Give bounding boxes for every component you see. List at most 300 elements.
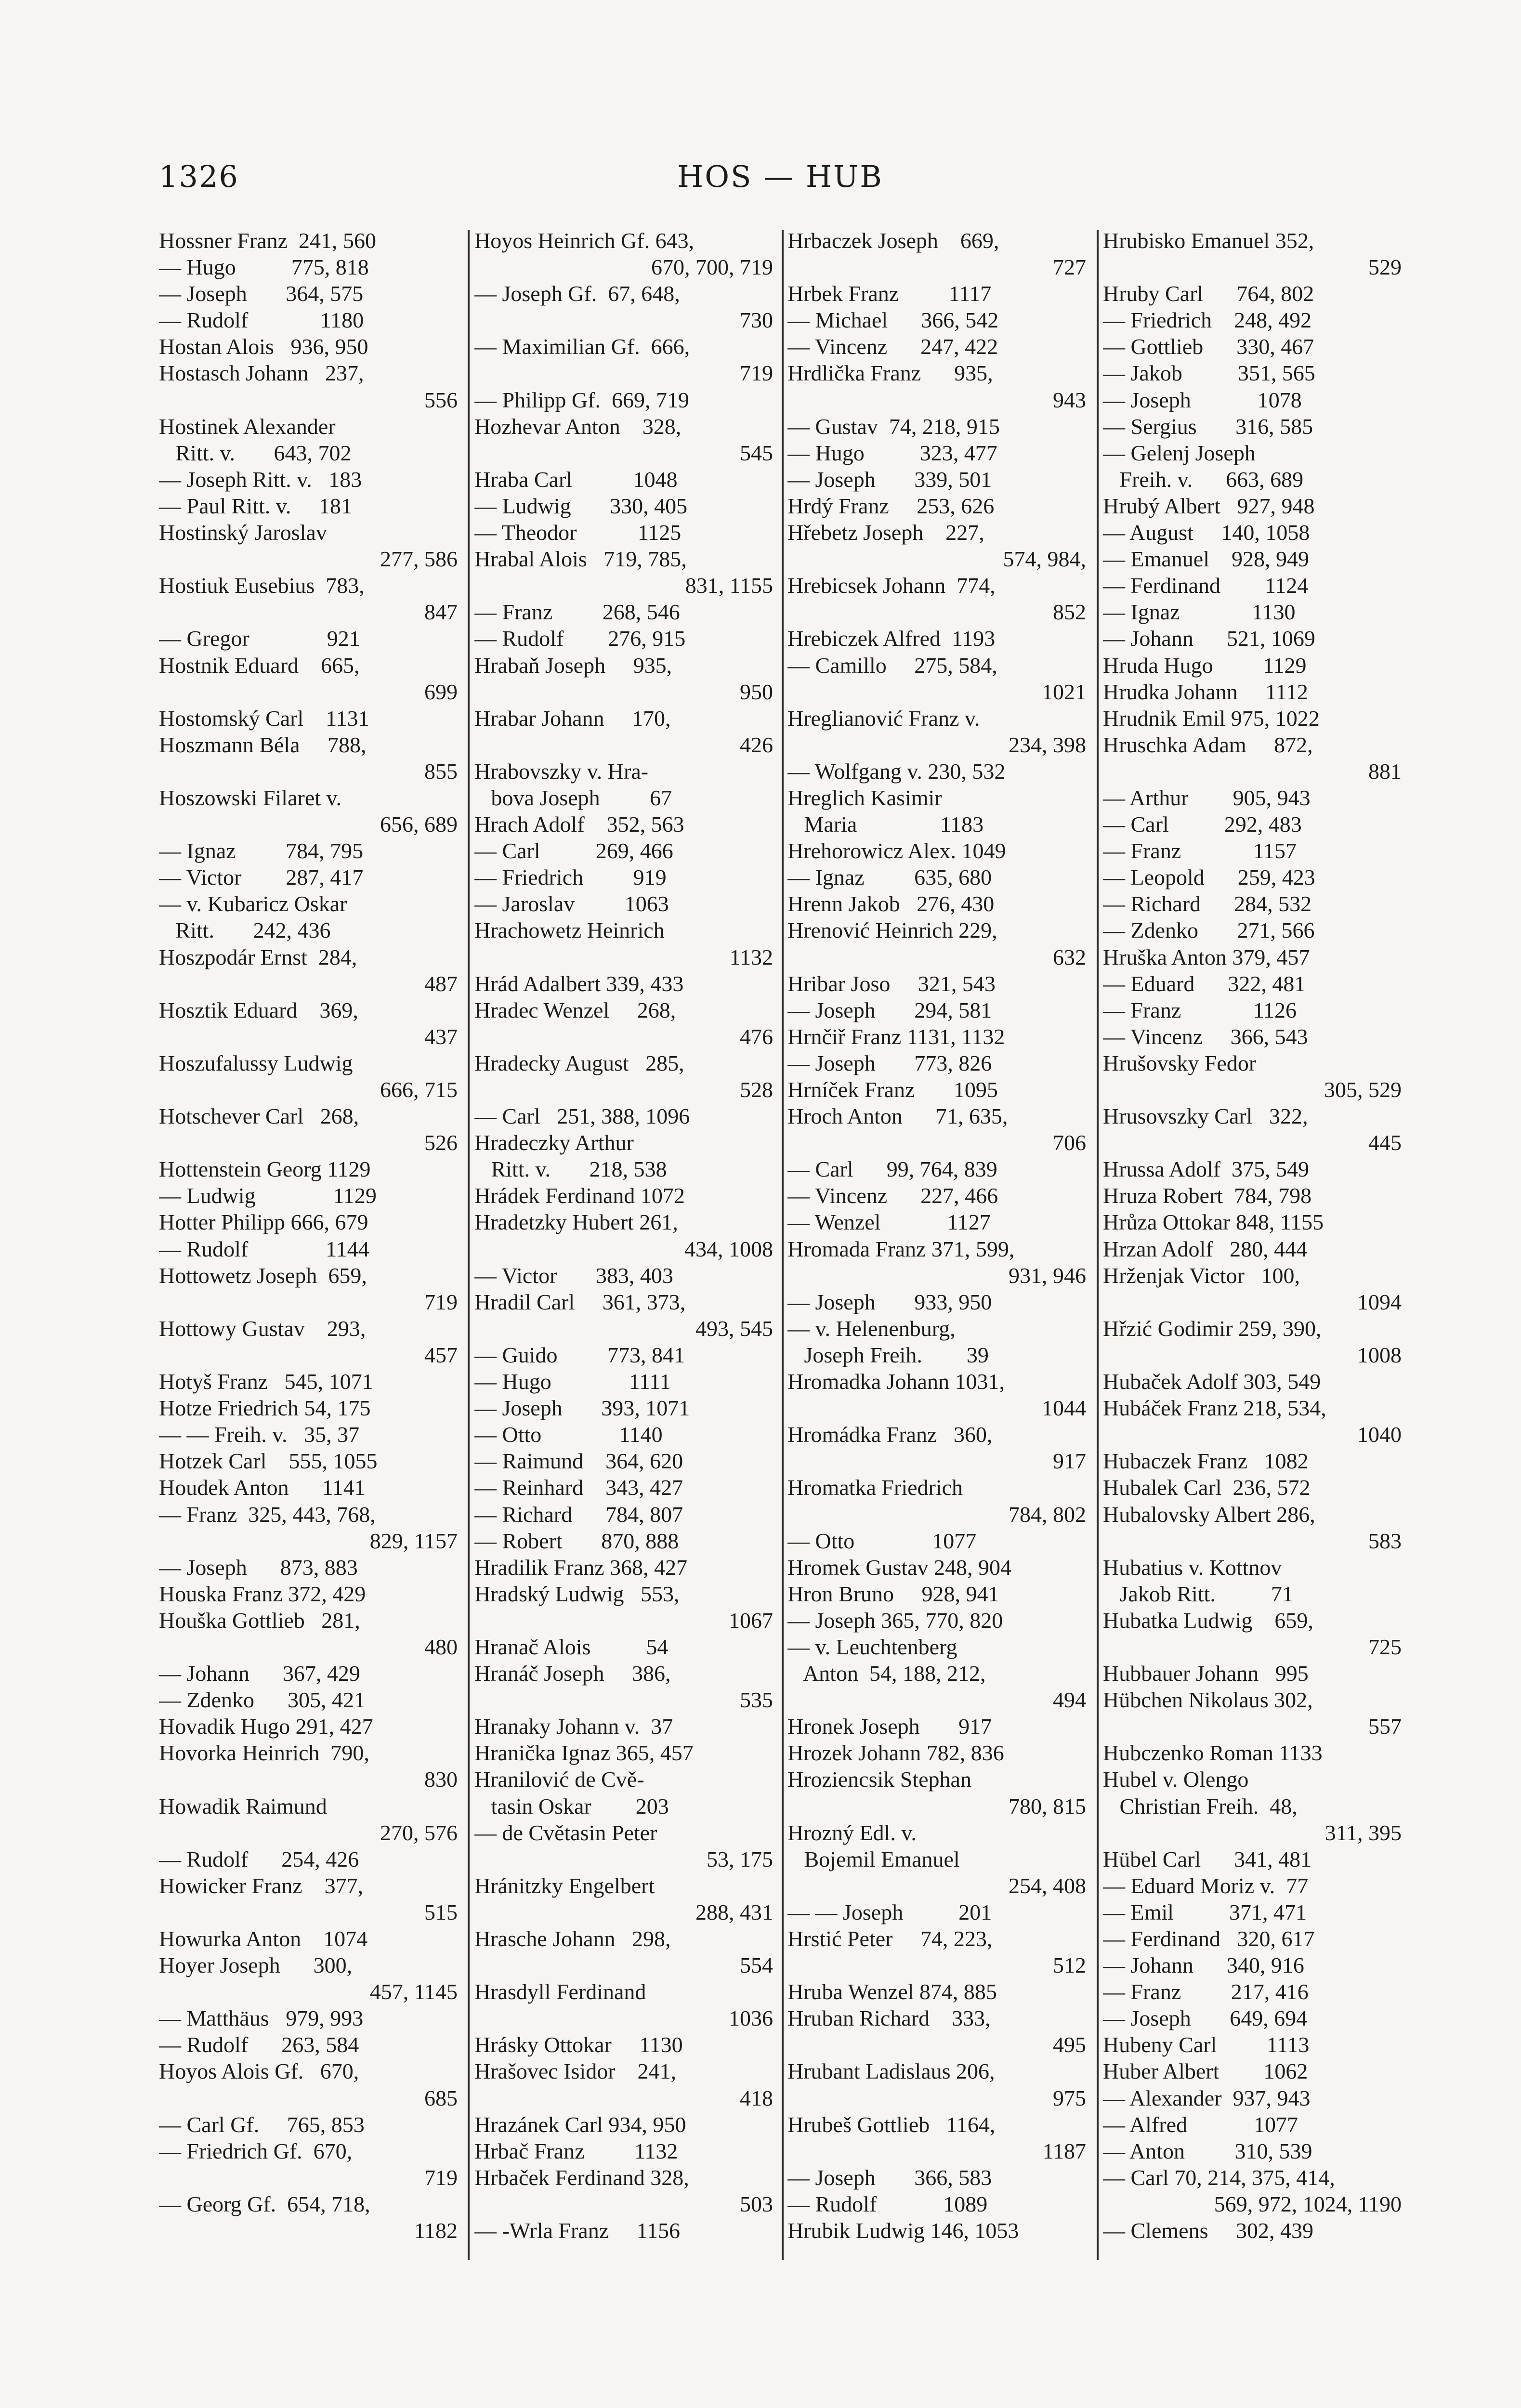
index-entry-line: Hubalek Carl 236, 572 — [1103, 1475, 1311, 1500]
index-entry-line: Hostiuk Eusebius 783, — [159, 573, 365, 598]
index-entry-line: 950 — [740, 679, 773, 704]
index-entry-line: Hrstić Peter 74, 223, — [787, 1926, 993, 1951]
index-entry-line: Hribar Joso 321, 543 — [787, 971, 996, 996]
index-entry-line: 445 — [1368, 1130, 1402, 1155]
index-entry-line: 556 — [424, 387, 458, 412]
index-entry-line: — Joseph 393, 1071 — [474, 1396, 690, 1421]
index-entry-line: Hroch Anton 71, 635, — [787, 1104, 1008, 1129]
index-entry-line: Hruza Robert 784, 798 — [1103, 1183, 1312, 1208]
index-entry-line: — Friedrich 919 — [474, 865, 667, 890]
index-entry-line: — v. Helenenburg, — [787, 1316, 956, 1341]
index-entry-line: Hřebetz Joseph 227, — [787, 520, 984, 545]
index-entry-line: Hotyš Franz 545, 1071 — [159, 1369, 373, 1394]
index-entry-line: Hruban Richard 333, — [787, 2006, 991, 2031]
index-entry-line: Freih. v. 663, 689 — [1103, 467, 1304, 492]
index-entry-line: — Joseph 933, 950 — [787, 1289, 992, 1314]
index-entry-line: Anton 54, 188, 212, — [787, 1661, 986, 1686]
index-entry-line: Hubaček Adolf 303, 549 — [1103, 1369, 1321, 1394]
index-entry-line: 311, 395 — [1324, 1820, 1402, 1845]
index-entry-line: — Joseph 649, 694 — [1103, 2006, 1308, 2031]
index-entry-line: 254, 408 — [1009, 1873, 1086, 1898]
index-entry-line: 457 — [424, 1342, 458, 1367]
index-entry-line: 725 — [1368, 1634, 1402, 1659]
index-entry-line: 305, 529 — [1324, 1077, 1402, 1102]
index-entry-line: Hrenn Jakob 276, 430 — [787, 891, 995, 916]
index-entry-line: — v. Leuchtenberg — [787, 1634, 957, 1659]
index-entry-line: Hrbek Franz 1117 — [787, 281, 992, 306]
index-entry-line: 881 — [1368, 759, 1402, 784]
index-entry-line: Hrasche Johann 298, — [474, 1926, 671, 1951]
index-entry-line: Hrásky Ottokar 1130 — [474, 2032, 683, 2057]
index-entry-line: 487 — [424, 971, 458, 996]
index-entry-line: 569, 972, 1024, 1190 — [1214, 2191, 1402, 2216]
index-entry-line: Hrudka Johann 1112 — [1103, 679, 1308, 704]
index-entry-line: Hrabal Alois 719, 785, — [474, 547, 687, 572]
index-entry-line: — Rudolf 254, 426 — [159, 1846, 359, 1871]
index-entry-line: — Franz 325, 443, 768, — [159, 1502, 376, 1527]
index-entry-line: Maria 1183 — [787, 812, 984, 837]
index-entry-line: 512 — [1053, 1953, 1086, 1978]
index-entry-line: Hromek Gustav 248, 904 — [787, 1555, 1012, 1580]
index-entry-line: Hrašovec Isidor 241, — [474, 2059, 677, 2084]
index-entry-line: — Emanuel 928, 949 — [1103, 547, 1309, 572]
index-entry-line: — Ignaz 784, 795 — [159, 838, 364, 864]
index-entry-line: 780, 815 — [1009, 1793, 1086, 1819]
index-entry-line: Hrušovsky Fedor — [1103, 1050, 1257, 1075]
index-entry-line: 831, 1155 — [685, 573, 773, 598]
index-entry-line: Hossner Franz 241, 560 — [159, 228, 376, 253]
index-entry-line: 493, 545 — [695, 1316, 773, 1341]
index-entry-line: Hosztik Eduard 369, — [159, 997, 358, 1022]
index-entry-line: — Joseph Ritt. v. 183 — [159, 467, 362, 492]
index-entry-line: — Carl 70, 214, 375, 414, — [1103, 2165, 1335, 2190]
index-entry-line: 1044 — [1042, 1396, 1086, 1421]
index-entry-line: — Franz 217, 416 — [1103, 1979, 1309, 2004]
index-entry-line: 829, 1157 — [369, 1528, 458, 1553]
index-entry-line: 529 — [1368, 255, 1402, 280]
index-entry-line: Hrasdyll Ferdinand — [474, 1979, 646, 2004]
index-entry-line: Hradetzky Hubert 261, — [474, 1210, 678, 1235]
page-number: 1326 — [159, 159, 239, 194]
index-column-1 — [159, 227, 458, 2322]
index-entry-line: Hoszowski Filaret v. — [159, 785, 342, 810]
index-entry-line: 234, 398 — [1009, 732, 1086, 757]
index-entry-line: 670, 700, 719 — [651, 255, 773, 280]
index-entry-line: Hrůza Ottokar 848, 1155 — [1103, 1210, 1324, 1235]
index-entry-line: 719 — [424, 2165, 458, 2190]
index-entry-line: Hübel Carl 341, 481 — [1103, 1846, 1312, 1871]
index-entry-line: — Joseph 339, 501 — [787, 467, 992, 492]
index-entry-line: Ritt. v. 643, 702 — [159, 440, 352, 465]
index-entry-line: Hrebiczek Alfred 1193 — [787, 626, 996, 651]
index-entry-line: Hotter Philipp 666, 679 — [159, 1210, 368, 1235]
index-entry-line: Hubaczek Franz 1082 — [1103, 1449, 1309, 1474]
index-entry-line: 418 — [740, 2085, 773, 2110]
index-entry-line: — Reinhard 343, 427 — [474, 1475, 683, 1500]
index-entry-line: — Gregor 921 — [159, 626, 360, 651]
index-entry-line: bova Joseph 67 — [474, 785, 672, 810]
index-entry-line: — Vincenz 227, 466 — [787, 1183, 998, 1208]
index-entry-line: — Eduard 322, 481 — [1103, 971, 1306, 996]
index-entry-line: — Ignaz 635, 680 — [787, 865, 992, 890]
index-entry-line: — Friedrich 248, 492 — [1103, 308, 1312, 333]
index-entry-line: — Arthur 905, 943 — [1103, 785, 1311, 810]
index-entry-line: Hranáč Joseph 386, — [474, 1661, 671, 1686]
index-entry-line: 666, 715 — [380, 1077, 458, 1102]
index-entry-line: Hrubik Ludwig 146, 1053 — [787, 2218, 1019, 2243]
index-entry-line: — Joseph 294, 581 — [787, 997, 992, 1022]
index-entry-line: 574, 984, — [1003, 547, 1086, 572]
index-entry-line: — Gelenj Joseph — [1103, 440, 1256, 465]
index-entry-line: 53, 175 — [707, 1846, 773, 1871]
index-entry-line: Hrbaček Ferdinand 328, — [474, 2165, 689, 2190]
index-entry-line: 1182 — [414, 2218, 458, 2243]
index-entry-line: Hromádka Franz 360, — [787, 1422, 993, 1447]
index-entry-line: Hrehorowicz Alex. 1049 — [787, 838, 1006, 864]
index-entry-line: — Joseph Gf. 67, 648, — [474, 281, 680, 306]
index-entry-line: — Rudolf 263, 584 — [159, 2032, 359, 2057]
index-entry-line: 288, 431 — [695, 1899, 773, 1924]
index-entry-line: — Joseph 365, 770, 820 — [787, 1608, 1003, 1633]
index-entry-line: — de Cvětasin Peter — [474, 1820, 657, 1845]
index-entry-line: Hrženjak Victor 100, — [1103, 1263, 1300, 1288]
index-entry-line: — Johann 367, 429 — [159, 1661, 360, 1686]
index-entry-line: Hranač Alois 54 — [474, 1634, 669, 1659]
index-entry-line: Hrudnik Emil 975, 1022 — [1103, 706, 1320, 731]
index-entry-line: Hruschka Adam 872, — [1103, 732, 1313, 757]
index-entry-line: — Ludwig 1129 — [159, 1183, 377, 1208]
index-entry-line: Hostasch Johann 237, — [159, 361, 364, 386]
index-entry-line: 847 — [424, 600, 458, 625]
index-entry-line: 535 — [740, 1688, 773, 1713]
index-entry-line: Hovadik Hugo 291, 427 — [159, 1714, 373, 1739]
index-entry-line: — Wolfgang v. 230, 532 — [787, 759, 1006, 784]
index-entry-line: — Ludwig 330, 405 — [474, 493, 688, 518]
index-entry-line: 699 — [424, 679, 458, 704]
index-entry-line: Hradeczky Arthur — [474, 1130, 634, 1155]
index-entry-line: tasin Oskar 203 — [474, 1793, 669, 1819]
index-entry-line: Hrdlička Franz 935, — [787, 361, 993, 386]
index-entry-line: — Hugo 1111 — [474, 1369, 671, 1394]
index-entry-line: Hozhevar Anton 328, — [474, 414, 682, 439]
index-entry-line: — August 140, 1058 — [1103, 520, 1310, 545]
index-entry-line: Hrubeš Gottlieb 1164, — [787, 2112, 996, 2137]
index-entry-line: Hranilović de Cvě- — [474, 1767, 644, 1792]
index-entry-line: — Joseph 773, 826 — [787, 1050, 992, 1075]
index-entry-line: Houška Gottlieb 281, — [159, 1608, 360, 1633]
index-entry-line: Hottowetz Joseph 659, — [159, 1263, 367, 1288]
index-entry-line: — Joseph 364, 575 — [159, 281, 364, 306]
index-entry-line: — Friedrich Gf. 670, — [159, 2138, 353, 2163]
index-entry-line: — Carl 99, 764, 839 — [787, 1157, 997, 1182]
index-entry-line: — Ferdinand 320, 617 — [1103, 1926, 1315, 1951]
index-entry-line: Christian Freih. 48, — [1103, 1793, 1298, 1819]
index-entry-line: — Raimund 364, 620 — [474, 1449, 683, 1474]
index-entry-line: 1067 — [729, 1608, 773, 1633]
index-entry-line: Hrzan Adolf 280, 444 — [1103, 1236, 1308, 1261]
index-entry-line: — Alfred 1077 — [1103, 2112, 1298, 2137]
index-entry-line: Hron Bruno 928, 941 — [787, 1581, 999, 1606]
index-entry-line: Hrenović Heinrich 229, — [787, 918, 997, 943]
index-entry-line: Hostinský Jaroslav — [159, 520, 327, 545]
index-entry-line: Hradilik Franz 368, 427 — [474, 1555, 688, 1580]
index-entry-line: Joseph Freih. 39 — [787, 1342, 989, 1367]
index-entry-line: Hrníček Franz 1095 — [787, 1077, 998, 1102]
index-entry-line: — Gottlieb 330, 467 — [1103, 334, 1314, 359]
index-entry-line: 1094 — [1357, 1289, 1402, 1314]
index-entry-line: Hottowy Gustav 293, — [159, 1316, 366, 1341]
index-entry-line: Hradský Ludwig 553, — [474, 1581, 680, 1606]
index-entry-line: Hrachowetz Heinrich — [474, 918, 665, 943]
index-entry-line: 830 — [424, 1767, 458, 1792]
index-entry-line: — — Joseph 201 — [787, 1899, 992, 1924]
index-entry-line: Hostan Alois 936, 950 — [159, 334, 368, 359]
index-entry-line: — Joseph 873, 883 — [159, 1555, 358, 1580]
index-entry-line: — Vincenz 247, 422 — [787, 334, 998, 359]
index-entry-line: Hoyer Joseph 300, — [159, 1953, 353, 1978]
index-entry-line: — Sergius 316, 585 — [1103, 414, 1313, 439]
index-entry-line: 1187 — [1042, 2138, 1086, 2163]
index-entry-line: Hreglianović Franz v. — [787, 706, 980, 731]
index-entry-line: — Ignaz 1130 — [1103, 600, 1296, 625]
index-entry-line: 1021 — [1042, 679, 1086, 704]
index-entry-line: Hrussa Adolf 375, 549 — [1103, 1157, 1310, 1182]
index-entry-line: Ritt. 242, 436 — [159, 918, 331, 943]
index-entry-line: 270, 576 — [380, 1820, 458, 1845]
index-entry-line: Hrabar Johann 170, — [474, 706, 671, 731]
index-entry-line: — Guido 773, 841 — [474, 1342, 685, 1367]
index-entry-line: Hoszpodár Ernst 284, — [159, 944, 357, 969]
index-entry-line: Jakob Ritt. 71 — [1103, 1581, 1293, 1606]
index-entry-line: — Carl 292, 483 — [1103, 812, 1302, 837]
index-entry-line: — Hugo 775, 818 — [159, 255, 369, 280]
index-entry-line: — Camillo 275, 584, — [787, 653, 997, 678]
index-entry-line: 931, 946 — [1009, 1263, 1086, 1288]
index-entry-line: — Franz 1126 — [1103, 997, 1297, 1022]
index-entry-line: — Vincenz 366, 543 — [1103, 1024, 1308, 1049]
index-entry-line: Howicker Franz 377, — [159, 1873, 364, 1898]
index-entry-line: Hradil Carl 361, 373, — [474, 1289, 686, 1314]
index-entry-line: Hrbač Franz 1132 — [474, 2138, 678, 2163]
index-entry-line: Hroziencsik Stephan — [787, 1767, 971, 1792]
index-entry-line: — Carl Gf. 765, 853 — [159, 2112, 365, 2137]
index-entry-line: — Gustav 74, 218, 915 — [787, 414, 1000, 439]
index-entry-line: Hubbauer Johann 995 — [1103, 1661, 1309, 1686]
index-entry-line: — Richard 284, 532 — [1103, 891, 1312, 916]
index-entry-line: 526 — [424, 1130, 458, 1155]
index-entry-line: — v. Kubaricz Oskar — [159, 891, 347, 916]
index-entry-line: Hrbaczek Joseph 669, — [787, 228, 999, 253]
index-entry-line: 437 — [424, 1024, 458, 1049]
index-entry-line: 852 — [1053, 600, 1086, 625]
index-entry-line: 545 — [740, 440, 773, 465]
index-entry-line: — Alexander 937, 943 — [1103, 2085, 1311, 2110]
index-entry-line: Hoszmann Béla 788, — [159, 732, 367, 757]
index-entry-line: — Zdenko 305, 421 — [159, 1688, 366, 1713]
index-entry-line: — Clemens 302, 439 — [1103, 2218, 1313, 2243]
index-entry-line: 495 — [1053, 2032, 1086, 2057]
index-entry-line: Hrabaň Joseph 935, — [474, 653, 672, 678]
index-columns — [159, 227, 1402, 2322]
index-entry-line: 917 — [1053, 1449, 1086, 1474]
index-entry-line: 554 — [740, 1953, 773, 1978]
index-entry-line: Hotze Friedrich 54, 175 — [159, 1396, 371, 1421]
index-entry-line: — Ferdinand 1124 — [1103, 573, 1309, 598]
index-entry-line: 480 — [424, 1634, 458, 1659]
index-entry-line: — Johann 521, 1069 — [1103, 626, 1315, 651]
index-entry-line: Hrubisko Emanuel 352, — [1103, 228, 1314, 253]
page-header — [159, 159, 1402, 197]
index-entry-line: Hovorka Heinrich 790, — [159, 1741, 369, 1766]
index-entry-line: Ritt. v. 218, 538 — [474, 1157, 667, 1182]
index-entry-line: 727 — [1053, 255, 1086, 280]
index-entry-line: Hrusovszky Carl 322, — [1103, 1104, 1308, 1129]
index-entry-line: Hubalovsky Albert 286, — [1103, 1502, 1315, 1527]
index-column-3 — [787, 227, 1086, 2322]
index-entry-line: 1036 — [729, 2006, 773, 2031]
index-entry-line: 706 — [1053, 1130, 1086, 1155]
index-entry-line: Hübchen Nikolaus 302, — [1103, 1688, 1313, 1713]
index-entry-line: Hrubý Albert 927, 948 — [1103, 493, 1315, 518]
index-entry-line: — Matthäus 979, 993 — [159, 2006, 364, 2031]
index-entry-line: 457, 1145 — [369, 1979, 458, 2004]
index-entry-line: — Eduard Moriz v. 77 — [1103, 1873, 1309, 1898]
index-entry-line: Hruba Wenzel 874, 885 — [787, 1979, 997, 2004]
index-entry-line: Hotzek Carl 555, 1055 — [159, 1449, 378, 1474]
index-entry-line: — Richard 784, 807 — [474, 1502, 683, 1527]
index-entry-line: Houska Franz 372, 429 — [159, 1581, 366, 1606]
index-entry-line: 719 — [740, 361, 773, 386]
index-entry-line: Hrach Adolf 352, 563 — [474, 812, 684, 837]
index-entry-line: — Rudolf 276, 915 — [474, 626, 686, 651]
index-entry-line: — Georg Gf. 654, 718, — [159, 2191, 370, 2216]
index-entry-line: 719 — [424, 1289, 458, 1314]
index-entry-line: — Paul Ritt. v. 181 — [159, 493, 352, 518]
index-entry-line: 1132 — [729, 944, 773, 969]
index-entry-line: 494 — [1053, 1688, 1086, 1713]
index-entry-line: 855 — [424, 759, 458, 784]
index-entry-line: Hránitzky Engelbert — [474, 1873, 655, 1898]
index-entry-line: 528 — [740, 1077, 773, 1102]
index-entry-line: 632 — [1053, 944, 1086, 969]
index-entry-line: Hromada Franz 371, 599, — [787, 1236, 1015, 1261]
index-entry-line: — Rudolf 1144 — [159, 1236, 369, 1261]
index-entry-line: Hranička Ignaz 365, 457 — [474, 1741, 694, 1766]
index-entry-line: 426 — [740, 732, 773, 757]
index-entry-line: — Rudolf 1180 — [159, 308, 364, 333]
index-entry-line: Hrubant Ladislaus 206, — [787, 2059, 995, 2084]
index-entry-line: Howurka Anton 1074 — [159, 1926, 368, 1951]
index-entry-line: Hreglich Kasimir — [787, 785, 942, 810]
index-entry-line: Bojemil Emanuel — [787, 1846, 960, 1871]
index-entry-line: — Joseph 366, 583 — [787, 2165, 992, 2190]
index-entry-line: Houdek Anton 1141 — [159, 1475, 366, 1500]
index-entry-line: Hoyos Alois Gf. 670, — [159, 2059, 359, 2084]
index-entry-line: Hottenstein Georg 1129 — [159, 1157, 371, 1182]
index-entry-line: Hradecky August 285, — [474, 1050, 684, 1075]
index-entry-line: — Carl 251, 388, 1096 — [474, 1104, 690, 1129]
index-entry-line: Hřzić Godimir 259, 390, — [1103, 1316, 1322, 1341]
index-entry-line: 685 — [424, 2085, 458, 2110]
index-entry-line: 975 — [1053, 2085, 1086, 2110]
index-entry-line: Hoszufalussy Ludwig — [159, 1050, 353, 1075]
index-entry-line: — Rudolf 1089 — [787, 2191, 988, 2216]
index-entry-line: Hubel v. Olengo — [1103, 1767, 1249, 1792]
index-entry-line: Hrnčiř Franz 1131, 1132 — [787, 1024, 1005, 1049]
index-entry-line: — Carl 269, 466 — [474, 838, 673, 864]
index-entry-line: Hruda Hugo 1129 — [1103, 653, 1307, 678]
index-entry-line: — Victor 383, 403 — [474, 1263, 673, 1288]
index-entry-line: Hronek Joseph 917 — [787, 1714, 992, 1739]
index-entry-line: — — Freih. v. 35, 37 — [159, 1422, 360, 1447]
index-entry-line: 476 — [740, 1024, 773, 1049]
index-entry-line: Huber Albert 1062 — [1103, 2059, 1308, 2084]
index-entry-line: Hrazánek Carl 934, 950 — [474, 2112, 686, 2137]
index-entry-line: — Otto 1140 — [474, 1422, 663, 1447]
index-column-4 — [1103, 227, 1402, 2322]
index-entry-line: 656, 689 — [380, 812, 458, 837]
index-entry-line: Hubáček Franz 218, 534, — [1103, 1396, 1326, 1421]
index-entry-line: — Otto 1077 — [787, 1528, 977, 1553]
index-entry-line: — Leopold 259, 423 — [1103, 865, 1315, 890]
index-entry-line: 583 — [1368, 1528, 1402, 1553]
index-entry-line: — -Wrla Franz 1156 — [474, 2218, 680, 2243]
index-entry-line: — Jaroslav 1063 — [474, 891, 669, 916]
index-entry-line: 515 — [424, 1899, 458, 1924]
index-entry-line: Hotschever Carl 268, — [159, 1104, 359, 1129]
index-entry-line: Hostinek Alexander — [159, 414, 336, 439]
index-entry-line: 1040 — [1357, 1422, 1402, 1447]
index-entry-line: Hraba Carl 1048 — [474, 467, 678, 492]
index-entry-line: — Joseph 1078 — [1103, 387, 1302, 412]
index-entry-line: — Hugo 323, 477 — [787, 440, 997, 465]
index-entry-line: — Emil 371, 471 — [1103, 1899, 1307, 1924]
index-entry-line: Hromadka Johann 1031, — [787, 1369, 1005, 1394]
index-entry-line: 503 — [740, 2191, 773, 2216]
index-entry-line: Hubatius v. Kottnov — [1103, 1555, 1282, 1580]
index-entry-line: Hrozek Johann 782, 836 — [787, 1741, 1004, 1766]
index-entry-line: Hostnik Eduard 665, — [159, 653, 360, 678]
index-entry-line: — Philipp Gf. 669, 719 — [474, 387, 689, 412]
index-entry-line: Hrebicsek Johann 774, — [787, 573, 996, 598]
index-entry-line: 730 — [740, 308, 773, 333]
index-entry-line: Hubeny Carl 1113 — [1103, 2032, 1310, 2057]
index-entry-line: — Maximilian Gf. 666, — [474, 334, 690, 359]
index-entry-line: 784, 802 — [1009, 1502, 1086, 1527]
index-entry-line: — Johann 340, 916 — [1103, 1953, 1304, 1978]
index-entry-line: 434, 1008 — [684, 1236, 773, 1261]
index-entry-line: Hruška Anton 379, 457 — [1103, 944, 1310, 969]
index-entry-line: — Wenzel 1127 — [787, 1210, 991, 1235]
index-entry-line: Hruby Carl 764, 802 — [1103, 281, 1314, 306]
index-entry-line: Hrdý Franz 253, 626 — [787, 493, 995, 518]
index-entry-line: Hubatka Ludwig 659, — [1103, 1608, 1313, 1633]
index-entry-line: — Franz 1157 — [1103, 838, 1297, 864]
index-entry-line: — Jakob 351, 565 — [1103, 361, 1315, 386]
index-entry-line: — Theodor 1125 — [474, 520, 682, 545]
index-entry-line: Hubczenko Roman 1133 — [1103, 1741, 1323, 1766]
index-entry-line: Hrabovszky v. Hra- — [474, 759, 649, 784]
index-entry-line: Hrozný Edl. v. — [787, 1820, 917, 1845]
index-entry-line: — Franz 268, 546 — [474, 600, 680, 625]
index-entry-line: Hostomský Carl 1131 — [159, 706, 369, 731]
index-entry-line: Hradec Wenzel 268, — [474, 997, 676, 1022]
index-entry-line: Hrádek Ferdinand 1072 — [474, 1183, 685, 1208]
index-entry-line: — Robert 870, 888 — [474, 1528, 679, 1553]
index-entry-line: 943 — [1053, 387, 1086, 412]
index-entry-line: — Anton 310, 539 — [1103, 2138, 1312, 2163]
index-entry-line: Hromatka Friedrich — [787, 1475, 963, 1500]
